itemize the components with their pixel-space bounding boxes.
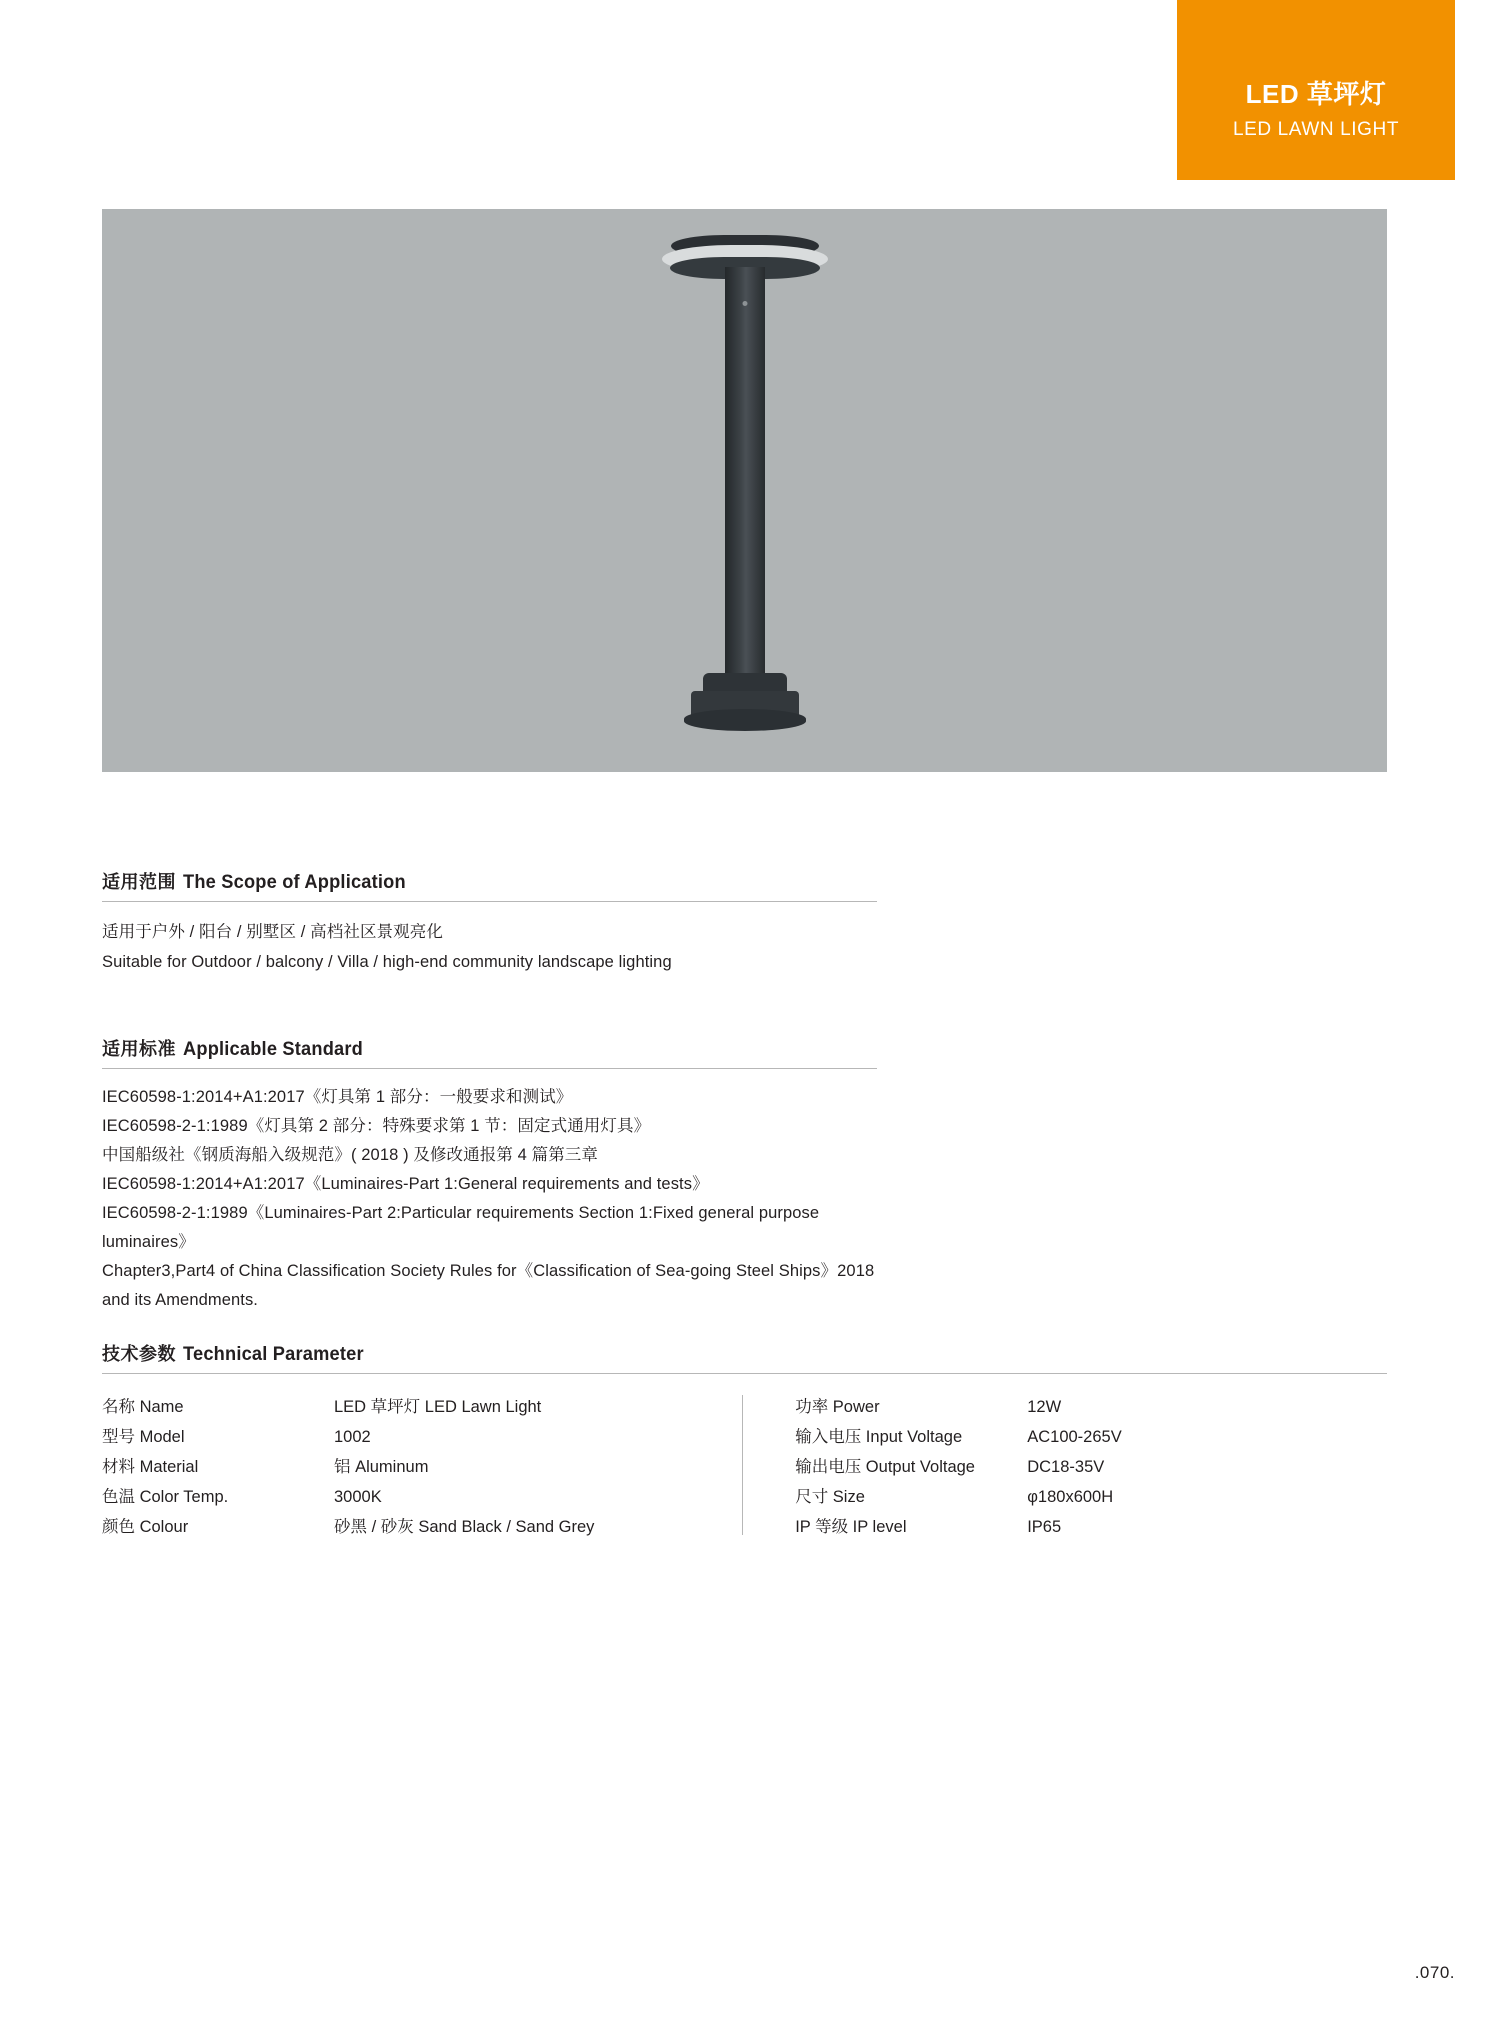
lamp-pole-screw xyxy=(742,301,747,306)
scope-heading-en: The Scope of Application xyxy=(183,872,406,893)
table-divider xyxy=(742,1395,743,1535)
row-label: 输入电压 Input Voltage xyxy=(795,1428,963,1446)
row-value: IP65 xyxy=(1027,1518,1062,1536)
row-label: 名称 Name xyxy=(102,1398,184,1416)
row-value: AC100-265V xyxy=(1027,1428,1122,1446)
standard-line-cn: 中国船级社《钢质海船入级规范》( 2018 ) 及修改通报第 4 篇第三章 xyxy=(102,1146,598,1164)
scope-heading-cn: 适用范围 xyxy=(102,872,176,892)
lawn-light-illustration xyxy=(645,209,845,772)
page-number: .070. xyxy=(1414,1963,1455,1982)
table-row xyxy=(795,1452,1387,1482)
technical-column-right xyxy=(733,1392,1387,1542)
standard-line-cn: IEC60598-2-1:1989《灯具第 2 部分：特殊要求第 1 节：固定式通用灯具》 xyxy=(102,1117,651,1135)
technical-heading xyxy=(102,1340,1387,1374)
row-value: LED 草坪灯 LED Lawn Light xyxy=(334,1398,542,1416)
table-row xyxy=(102,1392,733,1422)
standard-line-en: IEC60598-1:2014+A1:2017《Luminaires-Part 1:General requirements and tests》 xyxy=(102,1175,709,1193)
row-label: 尺寸 Size xyxy=(795,1488,865,1506)
scope-line-en: Suitable for Outdoor / balcony / Villa / high-end community landscape lighting xyxy=(102,953,672,971)
row-label: 色温 Color Temp. xyxy=(102,1488,229,1506)
row-value: 3000K xyxy=(334,1488,382,1506)
row-value: 砂黑 / 砂灰 Sand Black / Sand Grey xyxy=(334,1518,595,1536)
header-title-en: LED LAWN LIGHT xyxy=(1232,119,1400,141)
scope-heading xyxy=(102,868,877,902)
standard-line-en: IEC60598-2-1:1989《Luminaires-Part 2:Particular requirements Section 1:Fixed general purpose luminaires》 xyxy=(102,1204,820,1251)
row-value: 12W xyxy=(1027,1398,1062,1416)
lamp-base-plate xyxy=(684,709,806,731)
row-label: 材料 Material xyxy=(102,1458,199,1476)
row-label: 输出电压 Output Voltage xyxy=(795,1458,975,1476)
table-row xyxy=(102,1512,733,1542)
scope-line-cn: 适用于户外 / 阳台 / 别墅区 / 高档社区景观亮化 xyxy=(102,923,443,941)
table-row xyxy=(102,1452,733,1482)
row-value: φ180x600H xyxy=(1027,1488,1114,1506)
technical-column-left xyxy=(102,1392,733,1542)
row-label: 型号 Model xyxy=(102,1428,185,1446)
row-value: 1002 xyxy=(334,1428,371,1446)
table-row xyxy=(795,1422,1387,1452)
technical-parameter-table xyxy=(102,1392,1387,1542)
scope-body xyxy=(102,917,877,977)
standard-line-cn: IEC60598-1:2014+A1:2017《灯具第 1 部分：一般要求和测试》 xyxy=(102,1088,573,1106)
technical-parameter-section xyxy=(102,1340,1387,1542)
table-row xyxy=(795,1482,1387,1512)
standard-body xyxy=(102,1083,877,1315)
page-header-banner xyxy=(1177,0,1455,180)
lamp-pole xyxy=(725,267,765,687)
product-photo xyxy=(102,209,1387,772)
table-row xyxy=(795,1392,1387,1422)
row-label: 功率 Power xyxy=(795,1398,880,1416)
standard-heading xyxy=(102,1035,877,1069)
applicable-standard-section xyxy=(102,1035,877,1315)
table-row xyxy=(102,1482,733,1512)
standard-heading-cn: 适用标准 xyxy=(102,1039,176,1059)
technical-heading-cn: 技术参数 xyxy=(102,1344,176,1364)
row-value: DC18-35V xyxy=(1027,1458,1105,1476)
row-label: IP 等级 IP level xyxy=(795,1518,907,1536)
table-row xyxy=(795,1512,1387,1542)
header-title-cn: LED 草坪灯 xyxy=(1245,79,1387,110)
technical-heading-en: Technical Parameter xyxy=(183,1344,364,1365)
row-label: 颜色 Colour xyxy=(102,1518,189,1536)
standard-heading-en: Applicable Standard xyxy=(183,1039,364,1060)
row-value: 铝 Aluminum xyxy=(334,1458,429,1476)
standard-line-en: Chapter3,Part4 of China Classification Society Rules for《Classification of Sea-going Steel Ships》2018 and its Amendments. xyxy=(102,1262,875,1309)
table-row xyxy=(102,1422,733,1452)
scope-of-application-section xyxy=(102,868,877,977)
